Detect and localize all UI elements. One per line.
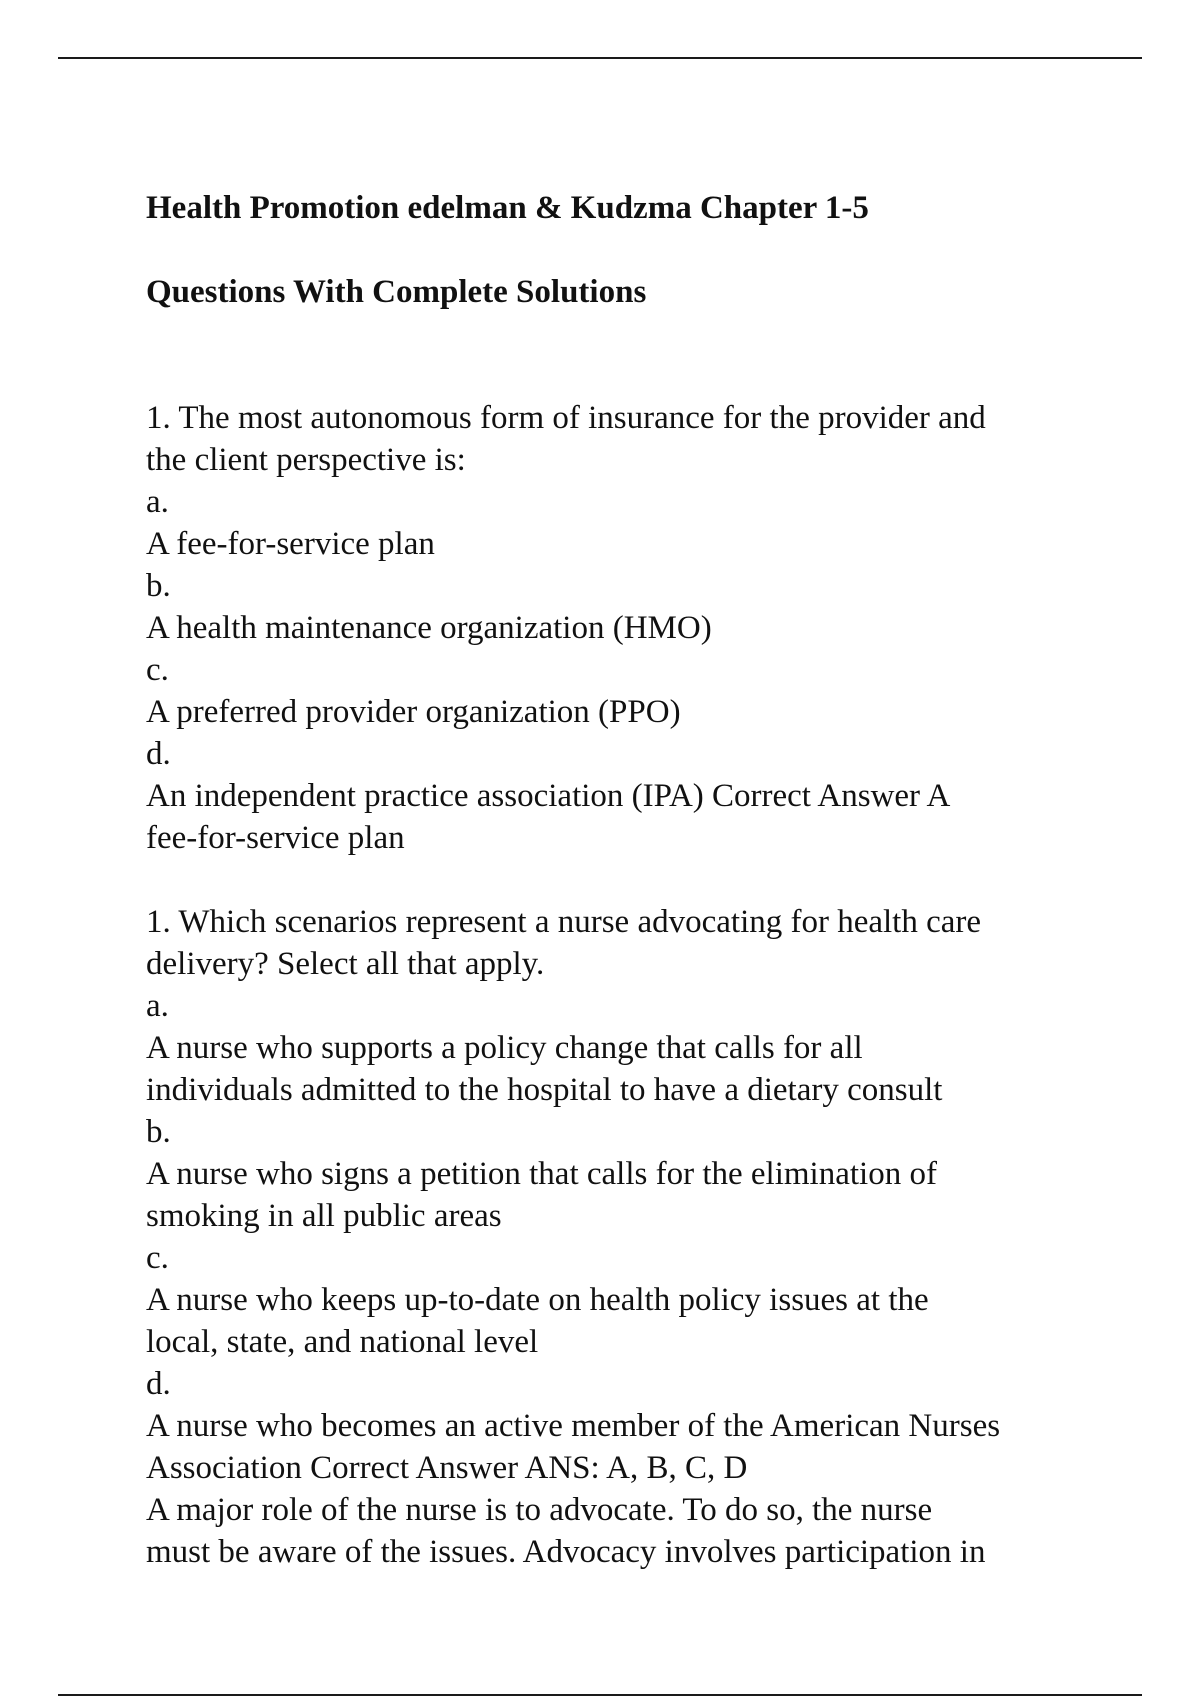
q2-option-d-letter: d. xyxy=(146,1366,171,1402)
q1-option-a-letter: a. xyxy=(146,484,169,520)
title-line-1: Health Promotion edelman & Kudzma Chapter 1-5 xyxy=(146,190,869,226)
q1-option-c-letter: c. xyxy=(146,652,169,688)
q2-option-b-letter: b. xyxy=(146,1114,171,1150)
question-2 xyxy=(146,901,1106,1573)
spacer xyxy=(146,355,1106,397)
q1-stem-line-2: the client perspective is: xyxy=(146,442,466,478)
q1-option-a-text: A fee-for-service plan xyxy=(146,526,435,562)
q2-rationale-line-2: must be aware of the issues. Advocacy involves participation in xyxy=(146,1534,986,1570)
q2-option-c-letter: c. xyxy=(146,1240,169,1276)
q2-stem-line-1: 1. Which scenarios represent a nurse advocating for health care xyxy=(146,904,982,940)
q2-option-c-text-1: A nurse who keeps up-to-date on health policy issues at the xyxy=(146,1282,929,1318)
q2-option-a-text-2: individuals admitted to the hospital to have a dietary consult xyxy=(146,1072,943,1108)
q1-option-b-letter: b. xyxy=(146,568,171,604)
q2-option-b-text-2: smoking in all public areas xyxy=(146,1198,502,1234)
page-content xyxy=(146,145,1106,1573)
q1-option-d-letter: d. xyxy=(146,736,171,772)
question-1 xyxy=(146,397,1106,859)
bottom-rule xyxy=(58,1694,1142,1696)
spacer xyxy=(146,859,1106,901)
q1-stem-line-1: 1. The most autonomous form of insurance for the provider and xyxy=(146,400,986,436)
q2-option-c-text-2: local, state, and national level xyxy=(146,1324,539,1360)
q2-option-a-text-1: A nurse who supports a policy change that calls for all xyxy=(146,1030,863,1066)
q2-rationale-line-1: A major role of the nurse is to advocate. To do so, the nurse xyxy=(146,1492,933,1528)
q1-option-d-text: An independent practice association (IPA) Correct Answer A xyxy=(146,778,951,814)
document-title xyxy=(146,145,1106,355)
q2-option-a-letter: a. xyxy=(146,988,169,1024)
q2-option-d-text-1: A nurse who becomes an active member of the American Nurses xyxy=(146,1408,1001,1444)
top-rule xyxy=(58,57,1142,59)
q2-stem-line-2: delivery? Select all that apply. xyxy=(146,946,545,982)
q1-option-c-text: A preferred provider organization (PPO) xyxy=(146,694,681,730)
q2-option-b-text-1: A nurse who signs a petition that calls for the elimination of xyxy=(146,1156,937,1192)
q2-option-d-text-2: Association Correct Answer ANS: A, B, C, D xyxy=(146,1450,748,1486)
title-line-2: Questions With Complete Solutions xyxy=(146,274,647,310)
q1-option-b-text: A health maintenance organization (HMO) xyxy=(146,610,712,646)
q1-answer-continuation: fee-for-service plan xyxy=(146,820,405,856)
